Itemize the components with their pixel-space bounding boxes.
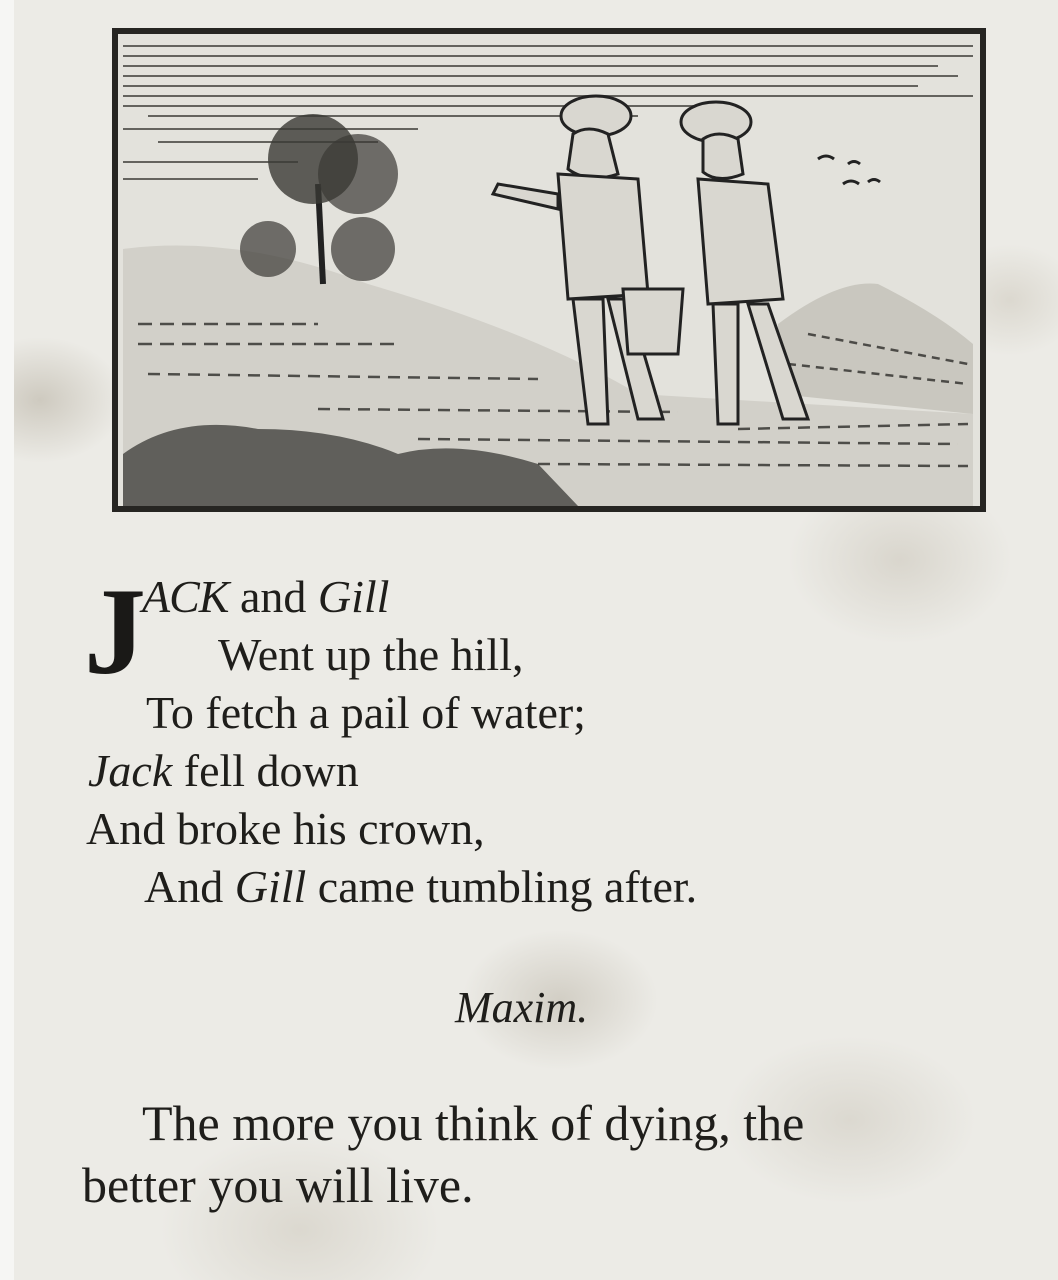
verse-text: And xyxy=(144,861,235,912)
verse-line-2: Went up the hill, xyxy=(218,629,524,680)
verse-smallcaps-word: ACK xyxy=(142,571,229,622)
verse-line-4 xyxy=(88,745,359,796)
maxim-heading: Maxim. xyxy=(455,983,589,1032)
verse-line-6 xyxy=(144,861,698,912)
woodcut-illustration xyxy=(112,28,986,512)
verse-text: and xyxy=(228,571,318,622)
verse-italic-name: Gill xyxy=(317,571,390,622)
verse-line-5: And broke his crown, xyxy=(86,803,485,854)
woodcut-illustration-icon xyxy=(118,34,980,506)
verse-italic-name: Gill xyxy=(234,861,307,912)
drop-cap: J xyxy=(84,563,146,700)
verse-line-3: To fetch a pail of water; xyxy=(146,687,586,738)
maxim-line-2: better you will live. xyxy=(82,1157,474,1213)
verse-line-1 xyxy=(142,571,390,622)
verse-text: came tumbling after. xyxy=(306,861,698,912)
verse-text: fell down xyxy=(172,745,359,796)
page-edge xyxy=(0,0,14,1280)
maxim-line-1: The more you think of dying, the xyxy=(142,1095,805,1151)
verse-italic-name: Jack xyxy=(88,745,173,796)
